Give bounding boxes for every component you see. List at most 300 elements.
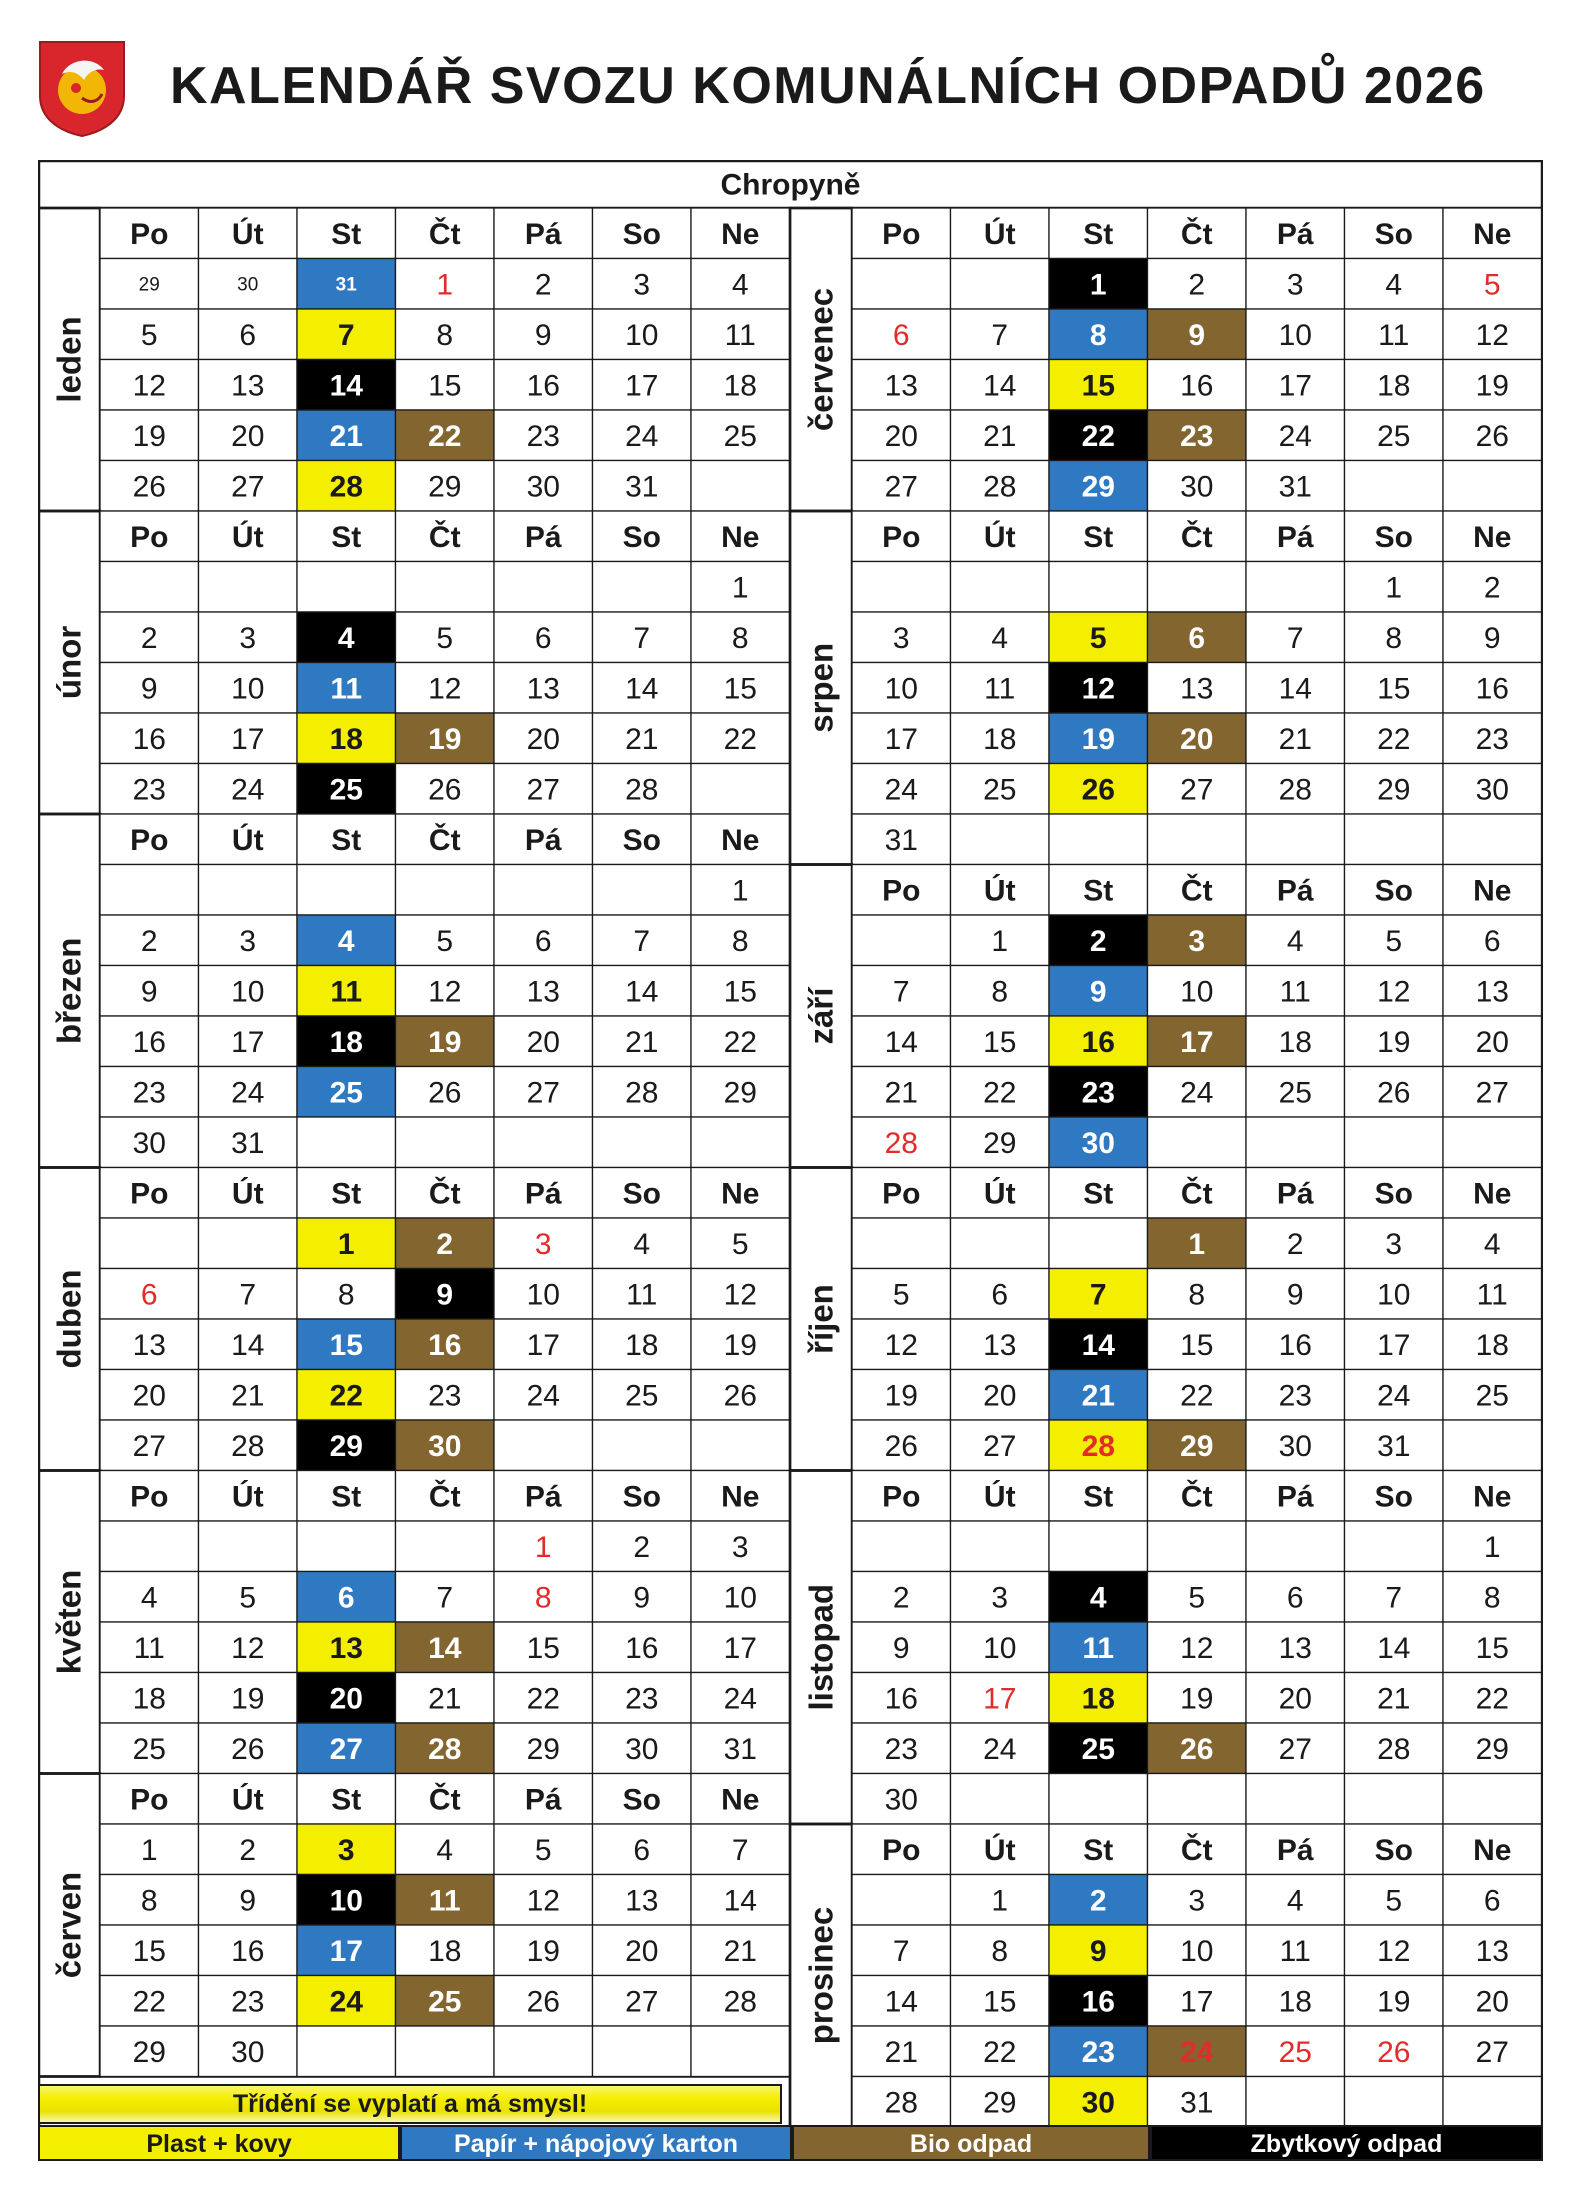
day-number: 2 — [1286, 1227, 1304, 1261]
day-cell — [1345, 1117, 1444, 1168]
day-header-So: So — [1374, 520, 1413, 554]
day-number: 31 — [231, 1126, 265, 1160]
day-number: 4 — [731, 268, 749, 302]
day-number: 29 — [428, 470, 462, 504]
day-number: 29 — [132, 2035, 166, 2069]
day-number: 26 — [1081, 773, 1115, 807]
day-cell — [1345, 461, 1444, 512]
day-number: 13 — [884, 369, 918, 403]
day-number: 26 — [1475, 419, 1509, 453]
day-number: 21 — [884, 2035, 918, 2069]
day-number: 15 — [723, 975, 757, 1009]
month-name-6: červenec — [802, 287, 840, 432]
day-number: 8 — [1483, 1581, 1501, 1615]
day-number: 4 — [1286, 1884, 1304, 1918]
day-header-Út: Út — [983, 1177, 1016, 1211]
day-header-Čt: Čt — [1180, 874, 1213, 908]
day-number: 8 — [1089, 318, 1107, 352]
day-header-Čt: Čt — [1180, 1480, 1213, 1514]
day-number: 8 — [731, 924, 749, 958]
day-cell — [852, 259, 951, 310]
day-number: 17 — [526, 1328, 560, 1362]
day-number: 7 — [892, 1934, 910, 1968]
day-number: 12 — [1475, 318, 1509, 352]
legend-papir-karton: Papír + nápojový karton — [400, 2125, 792, 2161]
day-number: 7 — [239, 1278, 257, 1312]
day-header-Čt: Čt — [428, 1177, 461, 1211]
day-number: 14 — [329, 369, 363, 403]
day-header-St: St — [1083, 1177, 1114, 1211]
day-header-St: St — [1083, 520, 1114, 554]
day-number: 21 — [983, 419, 1017, 453]
day-number: 19 — [1377, 1025, 1411, 1059]
day-cell — [852, 1218, 951, 1269]
day-header-So: So — [622, 1783, 661, 1817]
day-number: 5 — [1483, 268, 1501, 302]
day-number: 5 — [1385, 924, 1403, 958]
day-number: 11 — [428, 1884, 461, 1918]
day-number: 19 — [428, 722, 462, 756]
day-cell — [1148, 1117, 1247, 1168]
day-number: 3 — [1385, 1227, 1403, 1261]
day-cell — [852, 562, 951, 613]
day-cell — [396, 1521, 495, 1572]
day-number: 15 — [1377, 672, 1411, 706]
day-number: 27 — [625, 1985, 659, 2019]
day-cell — [691, 461, 790, 512]
day-number: 24 — [1278, 419, 1312, 453]
day-number: 30 — [1081, 2086, 1115, 2120]
day-number: 18 — [329, 1025, 363, 1059]
day-number: 13 — [526, 672, 560, 706]
day-number: 1 — [337, 1227, 355, 1261]
day-cell — [1443, 814, 1542, 865]
day-number: 7 — [436, 1581, 454, 1615]
day-cell — [951, 1774, 1050, 1825]
day-number: 2 — [436, 1227, 454, 1261]
day-number: 15 — [329, 1328, 363, 1362]
day-cell — [691, 764, 790, 815]
day-cell — [691, 1420, 790, 1471]
day-number: 16 — [1081, 1985, 1115, 2019]
day-number: 31 — [723, 1732, 757, 1766]
day-header-Pá: Pá — [1276, 520, 1314, 554]
legend-zbytkovy-odpad: Zbytkový odpad — [1150, 2125, 1543, 2161]
day-header-So: So — [622, 1480, 661, 1514]
day-number: 21 — [1278, 722, 1312, 756]
day-cell — [494, 562, 593, 613]
day-number: 10 — [1377, 1278, 1411, 1312]
day-cell — [297, 865, 396, 916]
sorting-slogan-banner: Třídění se vyplatí a má smysl! — [38, 2084, 782, 2124]
day-header-Út: Út — [983, 874, 1016, 908]
day-number: 7 — [1089, 1278, 1107, 1312]
day-number: 4 — [1286, 924, 1304, 958]
day-number: 24 — [526, 1379, 560, 1413]
day-header-Po: Po — [130, 1177, 169, 1211]
day-number: 28 — [884, 2086, 918, 2120]
day-number: 14 — [723, 1884, 757, 1918]
day-cell — [1345, 1521, 1444, 1572]
day-number: 20 — [983, 1379, 1017, 1413]
day-cell — [1443, 461, 1542, 512]
day-number: 9 — [534, 318, 552, 352]
day-number: 17 — [231, 1025, 265, 1059]
day-number: 25 — [1278, 1076, 1312, 1110]
day-number: 1 — [731, 571, 749, 605]
day-number: 25 — [329, 773, 363, 807]
day-number: 6 — [1188, 621, 1206, 655]
day-cell — [1443, 2077, 1542, 2128]
day-cell — [1049, 1774, 1148, 1825]
day-number: 22 — [428, 419, 462, 453]
day-cell — [1246, 1521, 1345, 1572]
day-number: 26 — [428, 1076, 462, 1110]
day-number: 21 — [428, 1682, 462, 1716]
day-number: 28 — [625, 1076, 659, 1110]
day-header-St: St — [331, 823, 362, 857]
day-cell — [1148, 562, 1247, 613]
day-header-Pá: Pá — [524, 520, 562, 554]
day-number: 6 — [534, 621, 552, 655]
day-header-Po: Po — [882, 520, 921, 554]
day-number: 6 — [534, 924, 552, 958]
day-number: 7 — [991, 318, 1009, 352]
day-number: 10 — [231, 672, 265, 706]
day-number: 14 — [1377, 1631, 1411, 1665]
day-number: 16 — [1081, 1025, 1115, 1059]
day-cell — [1246, 2077, 1345, 2128]
day-cell — [297, 1117, 396, 1168]
day-number: 17 — [884, 722, 918, 756]
day-number: 18 — [625, 1328, 659, 1362]
day-number: 13 — [1278, 1631, 1312, 1665]
day-number: 26 — [231, 1732, 265, 1766]
day-number: 20 — [231, 419, 265, 453]
day-number: 22 — [983, 2035, 1017, 2069]
day-number: 25 — [428, 1985, 462, 2019]
day-header-So: So — [1374, 1177, 1413, 1211]
day-number: 16 — [231, 1934, 265, 1968]
day-number: 2 — [534, 268, 552, 302]
day-number: 21 — [1377, 1682, 1411, 1716]
day-number: 5 — [140, 318, 158, 352]
day-number: 25 — [1278, 2035, 1312, 2069]
day-header-Po: Po — [130, 823, 169, 857]
day-number: 13 — [1475, 975, 1509, 1009]
day-cell — [691, 2026, 790, 2077]
day-header-Ne: Ne — [721, 823, 760, 857]
day-number: 2 — [892, 1581, 910, 1615]
day-header-Pá: Pá — [524, 1480, 562, 1514]
day-number: 20 — [1475, 1985, 1509, 2019]
day-number: 27 — [329, 1732, 363, 1766]
day-cell — [396, 2026, 495, 2077]
day-cell — [1345, 2077, 1444, 2128]
day-number: 6 — [991, 1278, 1009, 1312]
day-header-St: St — [1083, 217, 1114, 251]
day-number: 13 — [1475, 1934, 1509, 1968]
day-number: 5 — [436, 924, 454, 958]
day-cell — [852, 915, 951, 966]
day-number: 18 — [428, 1934, 462, 1968]
day-cell — [1049, 814, 1148, 865]
day-number: 20 — [526, 1025, 560, 1059]
day-header-Po: Po — [882, 1480, 921, 1514]
day-header-Ne: Ne — [1473, 520, 1512, 554]
day-number: 21 — [723, 1934, 757, 1968]
day-number: 20 — [526, 722, 560, 756]
day-number: 27 — [1180, 773, 1214, 807]
day-number: 28 — [1377, 1732, 1411, 1766]
day-header-Ne: Ne — [1473, 217, 1512, 251]
day-number: 7 — [337, 318, 355, 352]
day-cell — [1246, 562, 1345, 613]
day-number: 29 — [983, 2086, 1017, 2120]
day-number: 18 — [1278, 1025, 1312, 1059]
day-number: 16 — [132, 722, 166, 756]
day-number: 23 — [132, 1076, 166, 1110]
day-number: 30 — [1278, 1429, 1312, 1463]
day-number: 23 — [1278, 1379, 1312, 1413]
day-number: 2 — [140, 924, 158, 958]
day-number: 18 — [723, 369, 757, 403]
day-number: 20 — [1180, 722, 1214, 756]
day-number: 19 — [428, 1025, 462, 1059]
day-number: 10 — [625, 318, 659, 352]
day-number: 21 — [329, 419, 363, 453]
day-number: 17 — [329, 1934, 363, 1968]
day-header-Út: Út — [983, 217, 1016, 251]
day-header-Út: Út — [983, 1480, 1016, 1514]
day-header-So: So — [622, 823, 661, 857]
day-cell — [1246, 1774, 1345, 1825]
day-header-So: So — [1374, 1833, 1413, 1867]
day-number: 16 — [428, 1328, 462, 1362]
day-number: 31 — [625, 470, 659, 504]
day-number: 18 — [1278, 1985, 1312, 2019]
day-number: 1 — [1385, 571, 1403, 605]
day-number: 12 — [526, 1884, 560, 1918]
day-number: 11 — [133, 1631, 165, 1665]
day-number: 15 — [1475, 1631, 1509, 1665]
day-cell — [951, 1521, 1050, 1572]
day-header-Út: Út — [231, 823, 264, 857]
month-name-4: květen — [50, 1569, 88, 1675]
day-number: 25 — [1081, 1732, 1115, 1766]
day-number: 2 — [1089, 924, 1107, 958]
day-cell — [396, 1117, 495, 1168]
day-number: 25 — [723, 419, 757, 453]
day-header-Út: Út — [231, 1480, 264, 1514]
day-number: 5 — [731, 1227, 749, 1261]
calendar-sheet — [38, 160, 1543, 2159]
day-header-Ne: Ne — [721, 1177, 760, 1211]
day-number: 10 — [231, 975, 265, 1009]
day-number: 7 — [633, 924, 651, 958]
day-cell — [1148, 1521, 1247, 1572]
day-number: 12 — [428, 975, 462, 1009]
day-number: 22 — [526, 1682, 560, 1716]
day-number: 6 — [1483, 924, 1501, 958]
day-number: 21 — [625, 722, 659, 756]
day-number: 11 — [1279, 975, 1311, 1009]
day-number: 8 — [436, 318, 454, 352]
day-header-Pá: Pá — [1276, 1480, 1314, 1514]
day-number: 12 — [884, 1328, 918, 1362]
day-number: 10 — [1180, 975, 1214, 1009]
day-number: 12 — [1377, 1934, 1411, 1968]
day-cell — [297, 562, 396, 613]
day-number: 10 — [329, 1884, 363, 1918]
day-number: 20 — [1278, 1682, 1312, 1716]
day-number: 5 — [892, 1278, 910, 1312]
day-number: 27 — [1475, 2035, 1509, 2069]
day-number: 17 — [983, 1682, 1017, 1716]
legend-bio-odpad: Bio odpad — [792, 2125, 1150, 2161]
day-number: 26 — [526, 1985, 560, 2019]
day-number: 4 — [1483, 1227, 1501, 1261]
day-number: 15 — [1180, 1328, 1214, 1362]
day-number: 19 — [231, 1682, 265, 1716]
day-number: 1 — [991, 1884, 1009, 1918]
day-number: 11 — [984, 672, 1016, 706]
day-number: 28 — [1278, 773, 1312, 807]
day-number: 5 — [1089, 621, 1107, 655]
day-number: 14 — [1278, 672, 1312, 706]
day-number: 29 — [329, 1429, 363, 1463]
day-cell — [494, 1117, 593, 1168]
day-number: 19 — [1081, 722, 1115, 756]
day-number: 18 — [1475, 1328, 1509, 1362]
day-cell — [199, 562, 298, 613]
day-number: 2 — [239, 1833, 257, 1867]
day-number: 7 — [731, 1833, 749, 1867]
day-number: 13 — [983, 1328, 1017, 1362]
day-number: 12 — [1081, 672, 1115, 706]
day-number: 28 — [428, 1732, 462, 1766]
day-number: 4 — [337, 621, 355, 655]
day-number: 3 — [239, 924, 257, 958]
day-number: 26 — [428, 773, 462, 807]
day-number: 3 — [239, 621, 257, 655]
day-number: 2 — [140, 621, 158, 655]
day-number: 9 — [1286, 1278, 1304, 1312]
day-number: 18 — [983, 722, 1017, 756]
day-cell — [199, 1218, 298, 1269]
day-cell — [691, 1117, 790, 1168]
day-number: 3 — [731, 1530, 749, 1564]
day-header-So: So — [1374, 874, 1413, 908]
day-cell — [1049, 1218, 1148, 1269]
day-number: 9 — [239, 1884, 257, 1918]
day-number: 29 — [1475, 1732, 1509, 1766]
day-number: 4 — [633, 1227, 651, 1261]
day-cell — [1345, 1774, 1444, 1825]
day-cell — [494, 2026, 593, 2077]
day-number: 27 — [884, 470, 918, 504]
day-number: 14 — [625, 672, 659, 706]
day-header-Ne: Ne — [1473, 1177, 1512, 1211]
day-number: 25 — [132, 1732, 166, 1766]
day-number: 9 — [140, 672, 158, 706]
day-number: 15 — [983, 1985, 1017, 2019]
day-number: 28 — [983, 470, 1017, 504]
day-number: 26 — [1377, 2035, 1411, 2069]
day-number: 22 — [983, 1076, 1017, 1110]
day-number: 28 — [329, 470, 363, 504]
day-number: 13 — [1180, 672, 1214, 706]
day-number: 19 — [1475, 369, 1509, 403]
day-number: 3 — [337, 1833, 355, 1867]
day-number: 2 — [1483, 571, 1501, 605]
day-number: 24 — [1180, 1076, 1214, 1110]
day-number: 29 — [1081, 470, 1115, 504]
day-number: 4 — [337, 924, 355, 958]
day-cell — [1246, 1117, 1345, 1168]
day-number: 2 — [1188, 268, 1206, 302]
day-number: 28 — [884, 1126, 918, 1160]
day-number: 31 — [1180, 2086, 1214, 2120]
day-number: 30 — [132, 1126, 166, 1160]
day-number: 30 — [625, 1732, 659, 1766]
day-number: 10 — [526, 1278, 560, 1312]
day-cell — [100, 1218, 199, 1269]
day-number: 23 — [1475, 722, 1509, 756]
day-number: 3 — [892, 621, 910, 655]
day-number: 25 — [983, 773, 1017, 807]
day-header-St: St — [1083, 874, 1114, 908]
day-number: 21 — [884, 1076, 918, 1110]
day-header-Ne: Ne — [721, 1783, 760, 1817]
day-header-St: St — [331, 217, 362, 251]
day-number: 20 — [884, 419, 918, 453]
day-number: 22 — [132, 1985, 166, 2019]
day-number: 5 — [239, 1581, 257, 1615]
day-number: 11 — [1378, 318, 1410, 352]
day-cell — [1148, 1774, 1247, 1825]
day-number: 23 — [132, 773, 166, 807]
day-header-So: So — [1374, 217, 1413, 251]
day-header-So: So — [622, 217, 661, 251]
day-number: 26 — [1180, 1732, 1214, 1766]
day-number: 4 — [991, 621, 1009, 655]
day-header-St: St — [331, 520, 362, 554]
day-header-Po: Po — [130, 1480, 169, 1514]
day-number: 22 — [1180, 1379, 1214, 1413]
day-number: 9 — [892, 1631, 910, 1665]
day-cell — [951, 814, 1050, 865]
day-number: 8 — [1188, 1278, 1206, 1312]
day-cell — [852, 1875, 951, 1926]
day-number: 16 — [625, 1631, 659, 1665]
day-header-Po: Po — [882, 1833, 921, 1867]
day-header-Pá: Pá — [1276, 217, 1314, 251]
day-number: 29 — [526, 1732, 560, 1766]
day-header-Po: Po — [130, 1783, 169, 1817]
day-number: 20 — [132, 1379, 166, 1413]
day-number: 23 — [428, 1379, 462, 1413]
day-header-Po: Po — [882, 217, 921, 251]
day-header-Pá: Pá — [1276, 1177, 1314, 1211]
day-number: 9 — [1089, 1934, 1107, 1968]
day-number: 30 — [1475, 773, 1509, 807]
day-number: 9 — [140, 975, 158, 1009]
page-title: KALENDÁŘ SVOZU KOMUNÁLNÍCH ODPADŮ 2026 — [170, 57, 1486, 115]
day-number: 17 — [1180, 1025, 1214, 1059]
day-cell — [100, 1521, 199, 1572]
town-name: Chropyně — [720, 168, 861, 202]
